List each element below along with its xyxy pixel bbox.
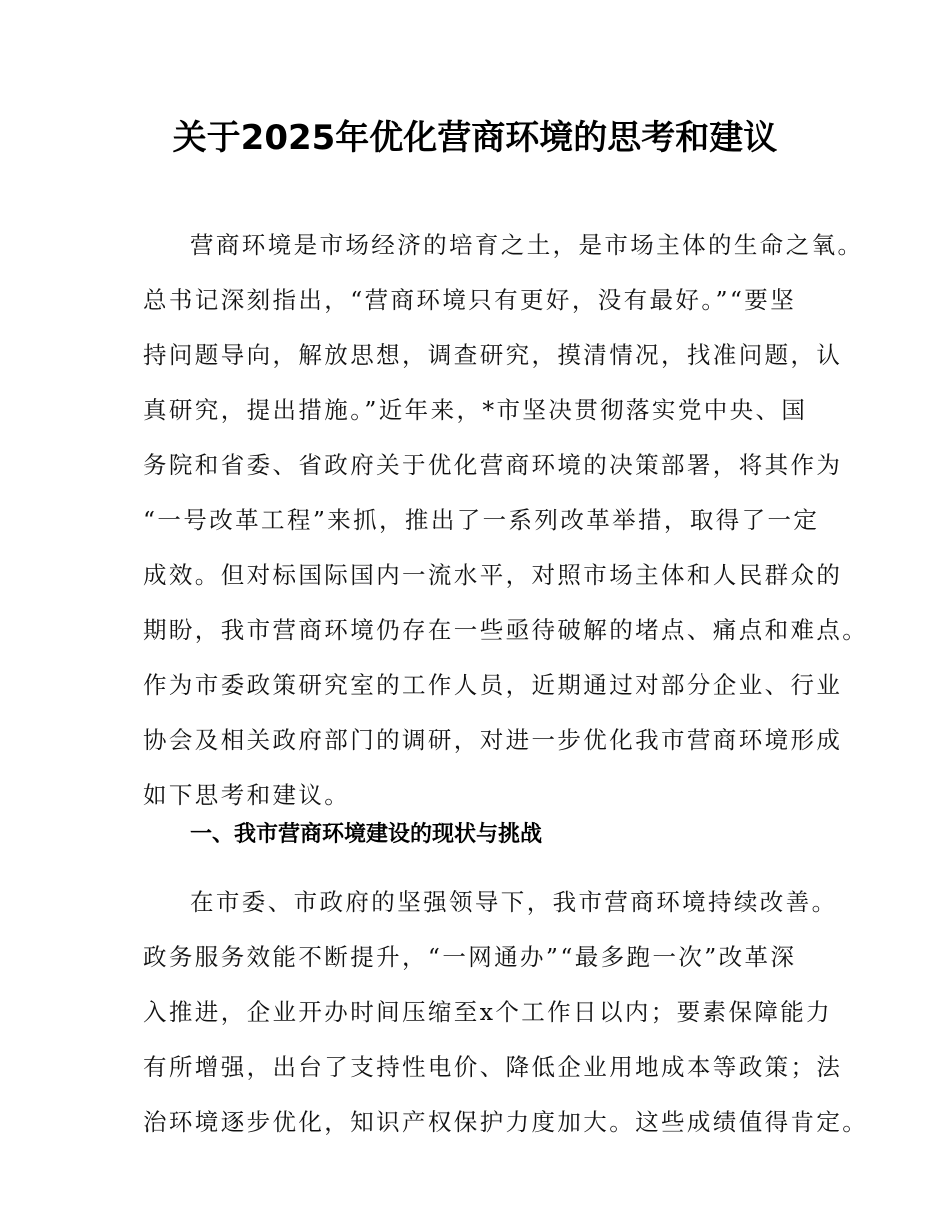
- paragraph-line: 如下思考和建议。: [143, 781, 351, 809]
- paragraph-line: 协会及相关政府部门的调研，对进一步优化我市营商环境形成: [143, 726, 843, 754]
- paragraph-line: 治环境逐步优化，知识产权保护力度加大。这些成绩值得肯定。: [143, 1108, 869, 1136]
- paragraph-line: 持问题导向，解放思想，调查研究，摸清情况，找准问题，认: [143, 341, 843, 369]
- paragraph-line: 务院和省委、省政府关于优化营商环境的决策部署，将其作为: [143, 451, 843, 479]
- paragraph-line: 有所增强，出台了支持性电价、降低企业用地成本等政策；法: [143, 1053, 843, 1081]
- document-title: 关于2025年优化营商环境的思考和建议: [172, 118, 778, 158]
- paragraph-line: 作为市委政策研究室的工作人员，近期通过对部分企业、行业: [143, 671, 843, 699]
- paragraph-line: “一号改革工程”来抓，推出了一系列改革举措，取得了一定: [143, 506, 820, 534]
- paragraph-line: 入推进，企业开办时间压缩至x个工作日以内；要素保障能力: [143, 998, 833, 1026]
- section-heading: 一、我市营商环境建设的现状与挑战: [190, 822, 543, 847]
- paragraph-line: 营商环境是市场经济的培育之土，是市场主体的生命之氧。: [190, 231, 864, 259]
- paragraph-line: 期盼，我市营商环境仍存在一些亟待破解的堵点、痛点和难点。: [143, 616, 869, 644]
- paragraph-line: 真研究，提出措施。”近年来，*市坚决贯彻落实党中央、国: [143, 396, 808, 424]
- paragraph-line: 政务服务效能不断提升，“一网通办”“最多跑一次”改革深: [143, 943, 797, 971]
- paragraph-line: 成效。但对标国际国内一流水平，对照市场主体和人民群众的: [143, 561, 843, 589]
- paragraph-line: 总书记深刻指出，“营商环境只有更好，没有最好。”“要坚: [143, 286, 797, 314]
- paragraph-line: 在市委、市政府的坚强领导下，我市营商环境持续改善。: [190, 888, 838, 916]
